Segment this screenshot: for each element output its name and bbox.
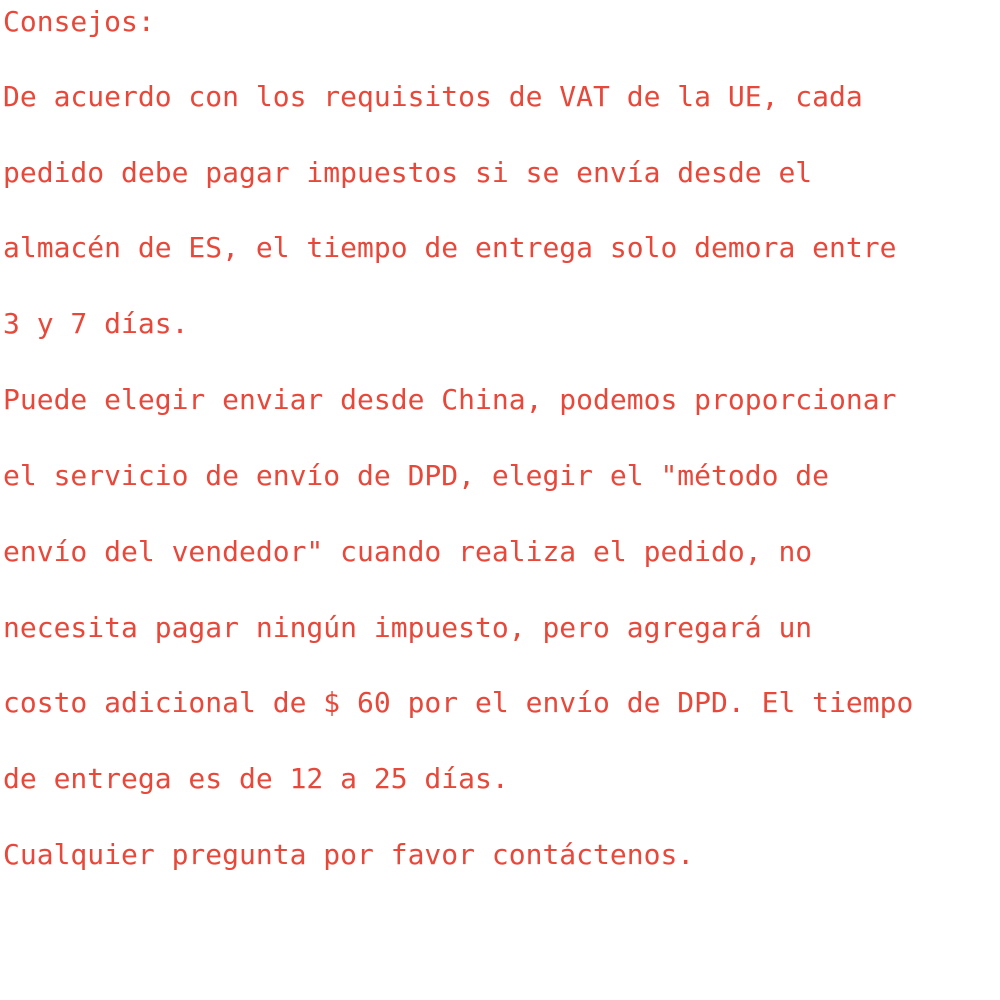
notice-line: pedido debe pagar impuestos si se envía desde el (3, 156, 813, 189)
shipping-notice (3, 0, 998, 871)
notice-line: costo adicional de $ 60 por el envío de DPD. El tiempo (3, 686, 914, 719)
notice-line: envío del vendedor" cuando realiza el pedido, no (3, 535, 813, 568)
notice-line: 3 y 7 días. (3, 307, 189, 340)
notice-line: almacén de ES, el tiempo de entrega solo demora entre (3, 231, 897, 264)
notice-line: necesita pagar ningún impuesto, pero agregará un (3, 611, 813, 644)
notice-line: De acuerdo con los requisitos de VAT de la UE, cada (3, 80, 863, 113)
notice-line: de entrega es de 12 a 25 días. (3, 762, 509, 795)
notice-line: el servicio de envío de DPD, elegir el "método de (3, 459, 830, 492)
notice-line: Cualquier pregunta por favor contáctenos. (3, 838, 695, 871)
notice-line: Puede elegir enviar desde China, podemos proporcionar (3, 383, 897, 416)
notice-title: Consejos: (3, 5, 155, 38)
